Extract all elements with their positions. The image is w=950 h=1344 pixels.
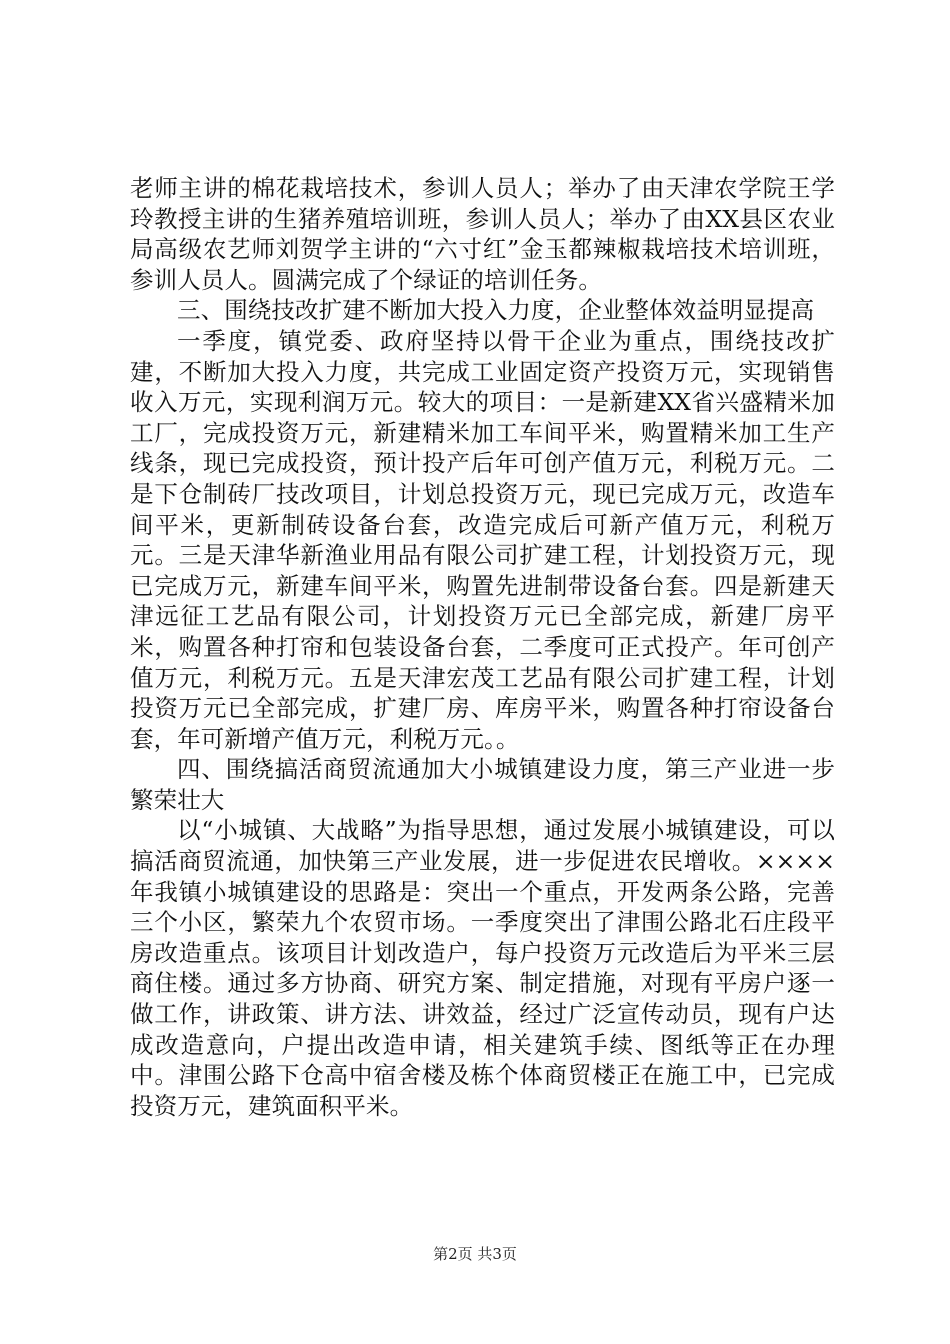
section-heading-3: 三、围绕技改扩建不断加大投入力度，企业整体效益明显提高 — [177, 296, 815, 325]
paragraph-continued: 老师主讲的棉花栽培技术，参训人员人；举办了由天津农学院王学玲教授主讲的生猪养殖培训班，参训人员人；举办了由XX县区农业局高级农艺师刘贺学主讲的“六寸红”金玉都辣椒栽培技术培训班，参训人员人。圆满完成了个绿证的培训任务。 — [130, 174, 835, 294]
section-heading-4: 四、围绕搞活商贸流通加大小城镇建设力度，第三产业进一步繁荣壮大 — [130, 755, 835, 814]
page-number-footer: 第2页 共3页 — [433, 1245, 517, 1263]
paragraph-town-construction: 以“小城镇、大战略”为指导思想，通过发展小城镇建设，可以搞活商贸流通，加快第三产业发展，进一步促进农民增收。××××年我镇小城镇建设的思路是：突出一个重点，开发两条公路，完善三个小区，繁荣九个农贸市场。一季度突出了津围公路北石庄段平房改造重点。该项目计划改造户，每户投资万元改造后为平米三层商住楼。通过多方协商、研究方案、制定措施，对现有平房户逐一做工作，讲政策、讲方法、讲效益，经过广泛宣传动员，现有户达成改造意向，户提出改造申请，相关建筑手续、图纸等正在办理中。津围公路下仓高中宿舍楼及栋个体商贸楼正在施工中，已完成投资万元，建筑面积平米。 — [130, 816, 835, 1120]
document-body — [130, 173, 835, 1121]
paragraph-industry: 一季度，镇党委、政府坚持以骨干企业为重点，围绕技改扩建，不断加大投入力度，共完成工业固定资产投资万元，实现销售收入万元，实现利润万元。较大的项目：一是新建XX省兴盛精米加工厂，完成投资万元，新建精米加工车间平米，购置精米加工生产线条，现已完成投资，预计投产后年可创产值万元，利税万元。二是下仓制砖厂技改项目，计划总投资万元，现已完成万元，改造车间平米，更新制砖设备台套，改造完成后可新产值万元，利税万元。三是天津华新渔业用品有限公司扩建工程，计划投资万元，现已完成万元，新建车间平米，购置先进制带设备台套。四是新建天津远征工艺品有限公司，计划投资万元已全部完成，新建厂房平米，购置各种打帘和包装设备台套，二季度可正式投产。年可创产值万元，利税万元。五是天津宏茂工艺品有限公司扩建工程，计划投资万元已全部完成，扩建厂房、库房平米，购置各种打帘设备台套，年可新增产值万元，利税万元。。 — [130, 326, 835, 753]
